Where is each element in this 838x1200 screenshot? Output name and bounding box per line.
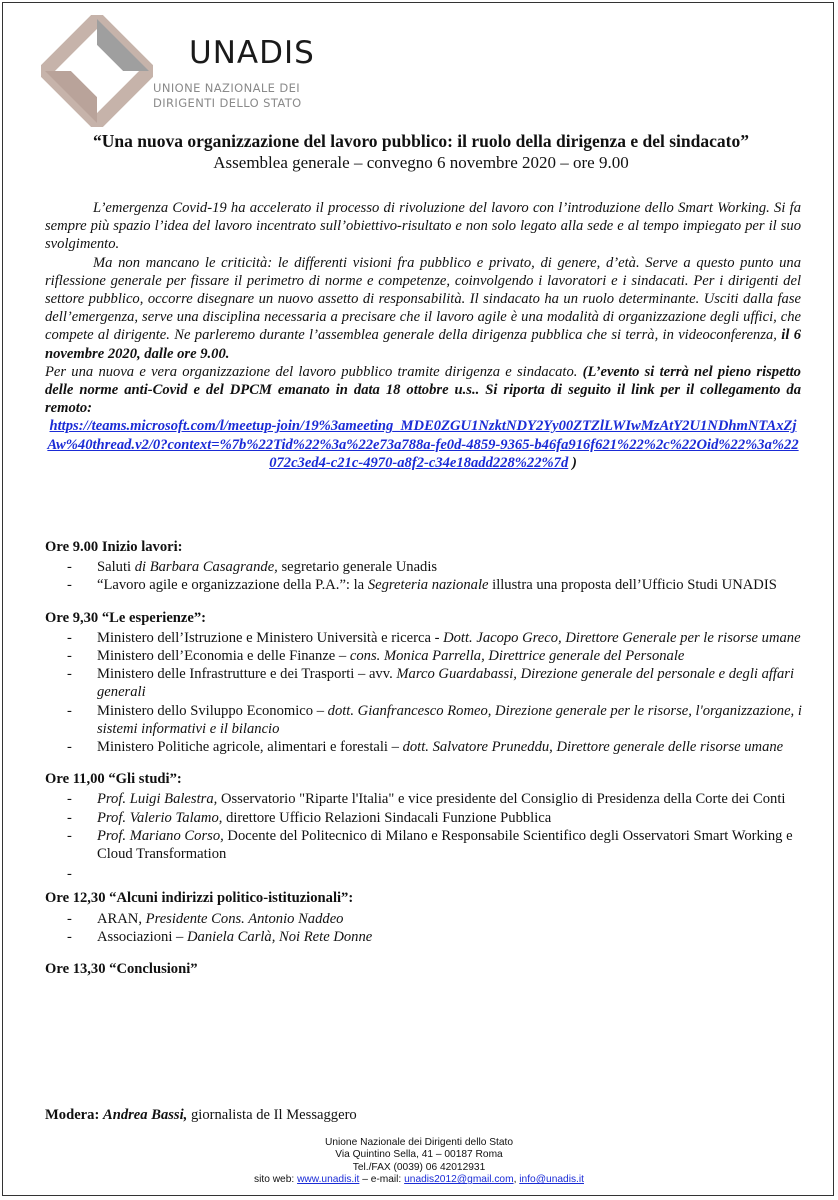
- program-section-inizio: [45, 538, 805, 595]
- footer-contacts: [3, 1174, 834, 1186]
- logo-subtitle: [153, 81, 343, 111]
- program-section-conclusioni: [45, 960, 805, 978]
- item-person: Marco Guardabassi, Direzione generale del personale e degli affari generali: [97, 666, 795, 701]
- footer-org: Unione Nazionale dei Dirigenti dello Stato: [324, 1137, 514, 1148]
- footer-site-link[interactable]: www.unadis.it: [297, 1174, 360, 1186]
- logo-diamond-icon: [41, 15, 153, 127]
- bullet-dash: -: [67, 648, 72, 665]
- item-person: Prof. Luigi Balestra,: [97, 791, 218, 808]
- program-section-studi: [45, 770, 805, 883]
- section-heading: Ore 13,30 “Conclusioni”: [45, 961, 198, 978]
- item-person: cons. Monica Parrella, Direttrice generale del Personale: [349, 648, 685, 665]
- moderator-line: [45, 1107, 357, 1124]
- bullet-dash: -: [67, 702, 72, 719]
- logo-sub-line-2: DIRIGENTI DELLO STATO: [153, 96, 302, 110]
- bullet-dash: -: [67, 629, 72, 646]
- item-text: direttore Ufficio Relazioni Sindacali Funzione Pubblica: [226, 809, 552, 826]
- bullet-dash: -: [67, 577, 72, 594]
- footer-site-label: sito web:: [254, 1174, 295, 1186]
- program-section-esperienze: [45, 609, 805, 757]
- list-item: [45, 702, 805, 738]
- footer-address: Via Quintino Sella, 41 – 00187 Roma: [335, 1149, 503, 1161]
- list-item: [45, 647, 805, 665]
- list-item: [45, 827, 805, 863]
- item-text: ARAN,: [97, 910, 142, 927]
- item-text: Ministero Politiche agricole, alimentari e forestali –: [97, 739, 399, 756]
- section-heading: Ore 11,00 “Gli studi”:: [45, 771, 182, 788]
- item-person: di Barbara Casagrande,: [134, 559, 278, 576]
- list-item: [45, 738, 805, 756]
- bullet-dash: -: [67, 827, 72, 844]
- list-item: [45, 910, 805, 928]
- document-title: “Una nuova organizzazione del lavoro pubblico: il ruolo della dirigenza e del sindacato”: [93, 131, 749, 151]
- logo-name: UNADIS: [189, 35, 315, 71]
- intro-p2-date: il 6 novembre 2020, dalle ore 9.00.: [45, 327, 802, 362]
- bullet-dash: -: [67, 910, 72, 927]
- bullet-dash: -: [67, 791, 72, 808]
- logo-sub-line-1: UNIONE NAZIONALE DEI: [153, 81, 301, 95]
- intro-paragraph-2: [45, 254, 801, 363]
- program: [45, 538, 805, 992]
- link-close-paren: ): [571, 454, 577, 471]
- intro-p3-notice: (L’evento si terrà nel pieno rispetto delle norme anti-Covid e del DPCM emanato in data 18 ottobre u.s.. Si riporta di seguito il link per il collegamento da remoto:: [45, 363, 801, 417]
- footer-phone: Tel./FAX (0039) 06 42012931: [352, 1161, 486, 1173]
- list-item: [45, 665, 805, 701]
- footer: [3, 1137, 834, 1187]
- bullet-dash: -: [67, 739, 72, 756]
- intro-p2-text: Ma non mancano le criticità: le differenti visioni fra pubblico e privato, di genere, d’età. Serve a questo punto una riflessione generale per fissare il perimetro di norme e competenze, coinvolgendo i lavoratori e i sindacati. Per i dirigenti del settore pubblico, occorre disegnare un nuovo assetto di responsabilità. Il sindacato ha un ruolo determinante. Usciti dalla fase dell’emergenza, serve una disciplina necessaria a precisare che il lavoro agile è una modalità di organizzazione degli uffici, che compete al dirigente. Ne parleremo durante l’assemblea generale della dirigenza pubblica che si terrà, in videoconferenza,: [45, 254, 801, 344]
- intro-paragraph-3: [45, 363, 801, 418]
- item-text: Ministero dell’Economia e delle Finanze –: [97, 648, 347, 665]
- footer-comma: ,: [513, 1174, 517, 1186]
- bullet-dash: -: [67, 809, 72, 826]
- footer-email-link-1[interactable]: unadis2012@gmail.com: [404, 1174, 514, 1186]
- moderator-name: Andrea Bassi,: [102, 1107, 188, 1123]
- item-text: Ministero dello Sviluppo Economico –: [97, 702, 324, 719]
- item-person: Segreteria nazionale: [367, 577, 489, 594]
- list-item: [45, 790, 805, 808]
- section-heading: Ore 9,30 “Le esperienze”:: [45, 609, 207, 626]
- program-section-indirizzi: [45, 889, 805, 946]
- item-person: Prof. Mariano Corso,: [97, 827, 224, 844]
- item-text: Associazioni –: [97, 928, 184, 945]
- bullet-dash: -: [67, 666, 72, 683]
- item-text: Saluti: [97, 559, 132, 576]
- list-item: [45, 928, 805, 946]
- item-person: dott. Gianfrancesco Romeo, Direzione generale per le risorse, l'organizzazione, i sistemi informativi e il bilancio: [97, 702, 802, 737]
- bullet-dash: -: [67, 559, 72, 576]
- item-text: Osservatorio "Riparte l'Italia" e vice presidente del Consiglio di Presidenza della Corte dei Conti: [220, 791, 786, 808]
- item-text: illustra una proposta dell’Ufficio Studi UNADIS: [492, 577, 777, 594]
- footer-email-link-2[interactable]: info@unadis.it: [519, 1174, 584, 1186]
- item-person: dott. Salvatore Pruneddu, Direttore generale delle risorse umane: [402, 739, 784, 756]
- document-page: [2, 2, 834, 1196]
- list-item: [45, 809, 805, 827]
- section-heading: Ore 9.00 Inizio lavori:: [45, 539, 183, 555]
- moderator-label: Modera:: [45, 1107, 100, 1123]
- intro-paragraph-1: L’emergenza Covid-19 ha accelerato il processo di rivoluzione del lavoro con l’introduzione dello Smart Working. Si fa sempre più spazio l’idea del lavoro incentrato sull’obiettivo-risultato e non solo legato alla sede e al tempo impiegato per il suo svolgimento.: [45, 200, 801, 253]
- item-person: Presidente Cons. Antonio Naddeo: [145, 910, 344, 927]
- item-text: Ministero delle Infrastrutture e dei Trasporti – avv.: [97, 666, 393, 683]
- item-text: “Lavoro agile e organizzazione della P.A.”: la: [97, 577, 365, 594]
- meeting-link-block: [45, 417, 801, 472]
- item-person: Dott. Jacopo Greco, Direttore Generale per le risorse umane: [443, 629, 801, 646]
- section-heading: Ore 12,30 “Alcuni indirizzi politico-istituzionali”:: [45, 890, 354, 907]
- item-text: Ministero dell’Istruzione e Ministero Università e ricerca -: [97, 629, 440, 646]
- item-text: segretario generale Unadis: [281, 559, 438, 576]
- intro-text: [45, 199, 801, 472]
- teams-meeting-link[interactable]: https://teams.microsoft.com/l/meetup-join/19%3ameeting_MDE0ZGU1NzktNDY2Yy00ZTZlLWIwMzAtY2U1NDhmNTAxZjAw%40thread.v2/0?context=%7b%22Tid%22%3a%22e73a788a-fe0d-4859-9365-b46fa916f621%22%2c%22Oid%22%3a%22072c3ed4-c21c-4970-a8f2-c34e18add228%22%7d: [47, 418, 799, 471]
- footer-email-label: – e-mail:: [362, 1174, 402, 1186]
- list-item: [45, 558, 805, 576]
- moderator-role: giornalista de Il Messaggero: [190, 1107, 357, 1123]
- item-text: Docente del Politecnico di Milano e Responsabile Scientifico degli Osservatori Smart Working e Cloud Transformation: [97, 827, 793, 863]
- document-subtitle: Assemblea generale – convegno 6 novembre 2020 – ore 9.00: [213, 153, 629, 172]
- item-person: Daniela Carlà, Noi Rete Donne: [187, 928, 373, 945]
- intro-p3-text: Per una nuova e vera organizzazione del lavoro pubblico tramite dirigenza e sindacato.: [45, 363, 578, 380]
- bullet-dash: -: [67, 928, 72, 945]
- empty-list-dash: -: [67, 866, 72, 883]
- unadis-logo: [41, 15, 341, 125]
- list-item: [45, 629, 805, 647]
- list-item: [45, 576, 805, 594]
- item-person: Prof. Valerio Talamo,: [97, 809, 223, 826]
